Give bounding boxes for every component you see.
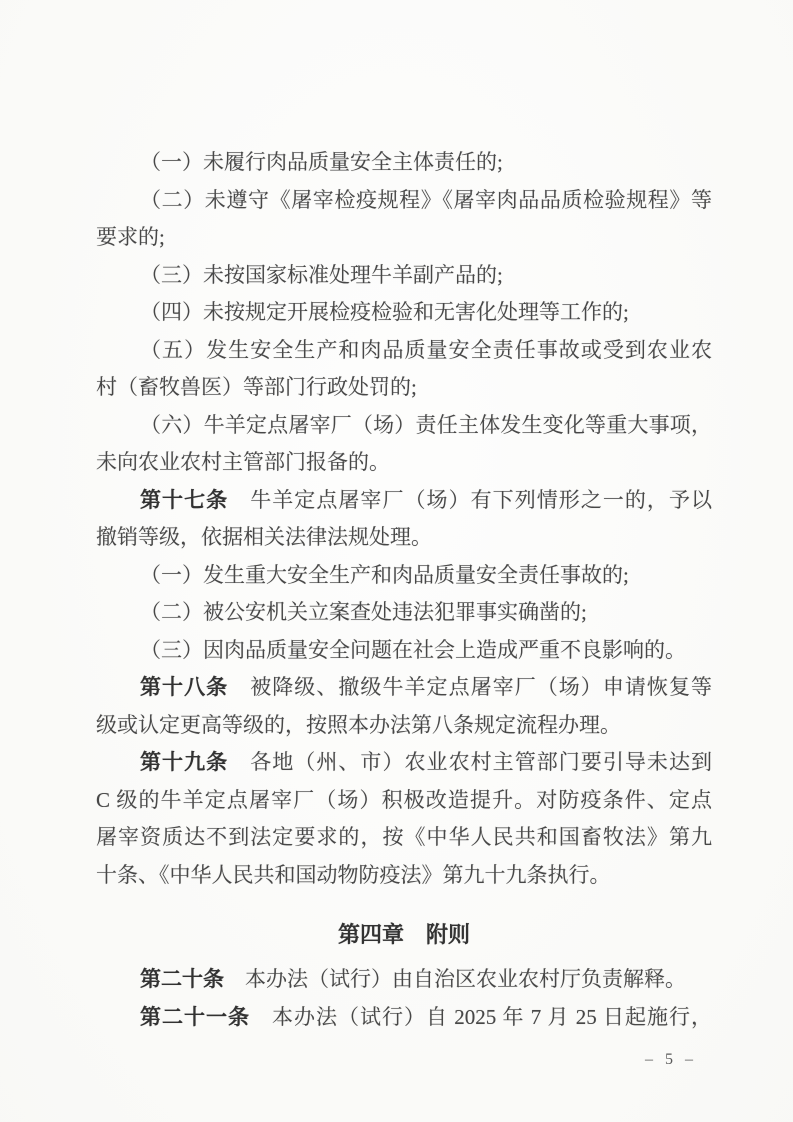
text-line (96, 144, 712, 182)
page-number: – 5 – (645, 1051, 697, 1068)
text-line (96, 707, 712, 745)
line-text: 本办法（试行）自 2025 年 7 月 25 日起施行， (250, 1004, 712, 1029)
line-text: 要求的; (96, 225, 165, 249)
line-text: （一）未履行肉品质量安全主体责任的; (140, 150, 503, 174)
line-text: 牛羊定点屠宰厂（场）有下列情形之一的，予以 (228, 487, 712, 512)
text-line (96, 444, 712, 482)
body-text-upper (96, 144, 712, 894)
text-line (96, 519, 712, 557)
line-text: （一）发生重大安全生产和肉品质量安全责任事故的; (140, 562, 629, 587)
line-text: 各地（州、市）农业农村主管部门要引导未达到 (228, 750, 712, 774)
text-line (96, 632, 712, 670)
line-text: （六）牛羊定点屠宰厂（场）责任主体发生变化等重大事项， (140, 412, 712, 437)
text-line (96, 557, 712, 595)
article-number: 第二十条 (140, 968, 224, 991)
text-line (96, 482, 712, 520)
article-number: 第二十一条 (140, 1005, 250, 1029)
line-text: C 级的牛羊定点屠宰厂（场）积极改造提升。对防疫条件、定点 (96, 787, 712, 812)
body-text-lower (96, 961, 712, 1036)
text-line (96, 782, 712, 820)
text-line (96, 669, 712, 707)
text-line (96, 857, 712, 895)
line-text: （四）未按规定开展检疫检验和无害化处理等工作的; (140, 300, 629, 324)
text-line (96, 999, 712, 1037)
text-line (96, 182, 712, 220)
line-text: （三）未按国家标准处理牛羊副产品的; (140, 262, 503, 287)
text-line (96, 294, 712, 332)
line-text: 撤销等级，依据相关法律法规处理。 (96, 525, 432, 549)
text-line (96, 369, 712, 407)
line-text: 村（畜牧兽医）等部门行政处罚的; (96, 375, 417, 399)
text-line (96, 744, 712, 782)
line-text: 本办法（试行）由自治区农业农村厅负责解释。 (224, 967, 686, 991)
text-line (96, 819, 712, 857)
line-text: 屠宰资质达不到法定要求的，按《中华人民共和国畜牧法》第九 (96, 825, 712, 849)
line-text: 十条、《中华人民共和国动物防疫法》第九十九条执行。 (96, 862, 611, 887)
article-number: 第十七条 (140, 488, 229, 512)
line-text: （五）发生安全生产和肉品质量安全责任事故或受到农业农 (140, 337, 712, 362)
text-line (96, 407, 712, 445)
article-number: 第十八条 (140, 676, 229, 699)
text-line (96, 219, 712, 257)
chapter-heading: 第四章 附则 (337, 922, 470, 947)
line-text: 被降级、撤级牛羊定点屠宰厂（场）申请恢复等 (228, 675, 712, 699)
text-line (96, 257, 712, 295)
line-text: （二）被公安机关立案查处违法犯罪事实确凿的; (140, 600, 587, 624)
text-line (96, 594, 712, 632)
line-text: （二）未遵守《屠宰检疫规程》《屠宰肉品品质检验规程》等 (140, 187, 712, 212)
text-line (96, 961, 712, 999)
line-text: （三）因肉品质量安全问题在社会上造成严重不良影响的。 (140, 637, 686, 662)
line-text: 未向农业农村主管部门报备的。 (96, 450, 390, 474)
article-number: 第十九条 (140, 751, 229, 774)
line-text: 级或认定更高等级的，按照本办法第八条规定流程办理。 (96, 712, 621, 737)
text-line (96, 332, 712, 370)
